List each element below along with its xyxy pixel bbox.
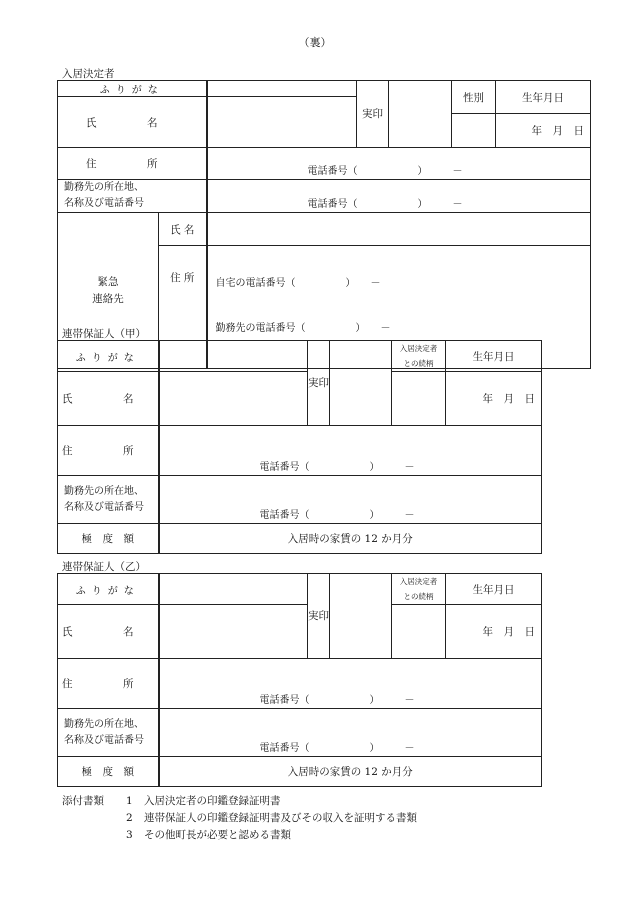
guarantor-b-name-label: 氏 名 [58, 605, 159, 659]
workplace-label-line2: 名称及び電話番号 [64, 198, 144, 209]
attachment-text: 入居決定者の印鑑登録証明書 [144, 795, 281, 807]
guarantor-b-relation-line2: との続柄 [403, 592, 434, 601]
workplace-label-line1: 勤務先の所在地、 [64, 182, 144, 193]
emergency-label-line2: 連絡先 [92, 292, 124, 305]
attachment-num: 1 [126, 795, 133, 807]
seal-field[interactable] [389, 81, 452, 148]
guarantor-a-section-label: 連帯保証人（甲） [62, 328, 146, 340]
guarantor-a-name-field[interactable] [159, 372, 308, 426]
guarantor-a-birthdate-label: 生年月日 [446, 341, 542, 372]
page-title: （裏） [298, 36, 332, 49]
guarantor-a-workplace-field[interactable]: 電話番号（ ） － [159, 476, 542, 524]
attachment-text: 連帯保証人の印鑑登録証明書及びその収入を証明する書類 [144, 812, 417, 824]
guarantor-b-workplace-line1: 勤務先の所在地、 [64, 718, 144, 730]
guarantor-b-seal-label: 実印 [308, 574, 330, 659]
guarantor-a-seal-label: 実印 [308, 341, 330, 426]
guarantor-a-relation-line2: との続柄 [403, 359, 434, 368]
guarantor-a-relation-label [392, 341, 446, 372]
guarantor-b-seal-field[interactable] [330, 574, 392, 659]
guarantor-b-address-field[interactable]: 電話番号（ ） － [159, 659, 542, 709]
attachment-text: その他町長が必要と認める書類 [144, 829, 291, 841]
attachment-item [62, 827, 417, 844]
guarantor-b-workplace-field[interactable]: 電話番号（ ） － [159, 709, 542, 757]
guarantor-b-workplace-label [58, 709, 159, 757]
guarantor-b-birthdate-label: 生年月日 [446, 574, 542, 605]
guarantor-a-name-label: 氏 名 [58, 372, 159, 426]
emergency-work-phone: 勤務先の電話番号（ ） － [215, 323, 391, 334]
guarantor-a-limit-label: 極 度 額 [58, 524, 159, 554]
tenant-section-label: 入居決定者 [62, 68, 115, 80]
guarantor-a-address-label: 住 所 [58, 426, 159, 476]
guarantor-b-furigana-field[interactable] [159, 574, 308, 605]
birthdate-field[interactable]: 年 月 日 [496, 114, 591, 148]
emergency-address-label: 住 所 [159, 246, 207, 369]
guarantor-b-relation-label [392, 574, 446, 605]
seal-label: 実印 [357, 81, 389, 148]
guarantor-b-table [57, 573, 542, 787]
guarantor-a-furigana-field[interactable] [159, 341, 308, 372]
attachments-list [62, 793, 417, 844]
guarantor-b-birthdate-field[interactable]: 年 月 日 [446, 605, 542, 659]
emergency-label-line1: 緊急 [97, 275, 119, 288]
gender-label: 性別 [452, 81, 496, 114]
guarantor-a-workplace-label [58, 476, 159, 524]
guarantor-b-workplace-line2: 名称及び電話番号 [64, 734, 144, 746]
guarantor-a-workplace-line2: 名称及び電話番号 [64, 501, 144, 513]
attachment-item [62, 810, 417, 827]
attachment-item [62, 793, 417, 810]
guarantor-a-birthdate-field[interactable]: 年 月 日 [446, 372, 542, 426]
guarantor-b-furigana-label: ふりがな [58, 574, 159, 605]
guarantor-a-seal-field[interactable] [330, 341, 392, 426]
guarantor-b-section-label: 連帯保証人（乙） [62, 561, 146, 573]
guarantor-a-relation-field[interactable] [392, 372, 446, 426]
emergency-name-label: 氏 名 [159, 213, 207, 246]
name-field[interactable] [207, 97, 357, 148]
attachment-num: 2 [126, 812, 133, 824]
furigana-label: ふりがな [58, 81, 207, 97]
birthdate-label: 生年月日 [496, 81, 591, 114]
attachment-num: 3 [126, 829, 133, 841]
guarantor-b-name-field[interactable] [159, 605, 308, 659]
emergency-name-field[interactable] [207, 213, 591, 246]
guarantor-a-table [57, 340, 542, 554]
guarantor-b-relation-field[interactable] [392, 605, 446, 659]
workplace-field[interactable]: 電話番号（ ） － [207, 180, 591, 213]
name-label: 氏 名 [58, 97, 207, 148]
guarantor-a-address-field[interactable]: 電話番号（ ） － [159, 426, 542, 476]
workplace-label [58, 180, 207, 213]
furigana-field[interactable] [207, 81, 357, 97]
attachments-label: 添付書類 [62, 795, 104, 807]
guarantor-a-relation-line1: 入居決定者 [399, 344, 438, 353]
address-field[interactable]: 電話番号（ ） － [207, 148, 591, 180]
guarantor-b-address-label: 住 所 [58, 659, 159, 709]
guarantor-a-furigana-label: ふりがな [58, 341, 159, 372]
emergency-home-phone: 自宅の電話番号（ ） － [215, 278, 381, 289]
guarantor-a-limit-value: 入居時の家賃の 12 か月分 [159, 524, 542, 554]
gender-field[interactable] [452, 114, 496, 148]
guarantor-b-limit-value: 入居時の家賃の 12 か月分 [159, 757, 542, 787]
guarantor-b-limit-label: 極 度 額 [58, 757, 159, 787]
guarantor-a-workplace-line1: 勤務先の所在地、 [64, 485, 144, 497]
guarantor-b-relation-line1: 入居決定者 [399, 577, 438, 586]
address-label: 住 所 [58, 148, 207, 180]
